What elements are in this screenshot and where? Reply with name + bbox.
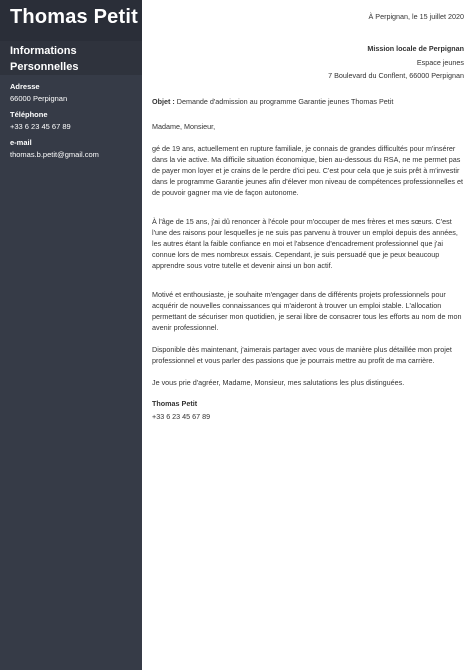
email-label: e-mail bbox=[10, 138, 32, 147]
recipient-org: Mission locale de Perpignan bbox=[367, 44, 464, 53]
email-value: thomas.b.petit@gmail.com bbox=[10, 150, 99, 159]
signature-name: Thomas Petit bbox=[152, 399, 198, 408]
subject-label: Objet : bbox=[152, 97, 175, 106]
salutation: Madame, Monsieur, bbox=[152, 122, 216, 131]
address-value: 66000 Perpignan bbox=[10, 94, 68, 103]
recipient-dept: Espace jeunes bbox=[416, 57, 464, 67]
phone-value: +33 6 23 45 67 89 bbox=[10, 122, 71, 131]
recipient-block bbox=[328, 42, 464, 83]
signature-phone: +33 6 23 45 67 89 bbox=[152, 412, 211, 421]
subject-line bbox=[152, 97, 393, 106]
closing-paragraph: Je vous prie d'agréer, Madame, Monsieur, mes salutations les plus distinguées. bbox=[152, 378, 405, 387]
recipient-address: 7 Boulevard du Conflent, 66000 Perpignan bbox=[328, 71, 464, 80]
phone-label: Téléphone bbox=[10, 110, 48, 119]
address-label: Adresse bbox=[10, 82, 40, 91]
paragraph-3: Motivé et enthousiaste, je souhaite m'engager dans de différents projets professionnels pour acquérir de nouvelles connaissances qui m'aideront à trouver un emploi stable. L'allocation permettant de sécuriser mon quotidien, je serai libre de consacrer tous les efforts au nom de mon avenir professionnel. bbox=[152, 290, 462, 333]
paragraph-1: gé de 19 ans, actuellement en rupture familiale, je connais de grandes difficultés pour m'insérer dans la vie active. Ma difficile situation économique, bien au-dessous du RSA, ne me permet pas de payer mon loyer et je crains de le perdre d'ici peu. C'est pour cela que je suis prêt à m'investir dans le programme Garantie jeunes afin d'élever mon niveau de compétences professionnelles et de pouvoir gagner ma vie de façon autonome. bbox=[152, 144, 464, 198]
paragraph-4: Disponible dès maintenant, j'aimerais partager avec vous de manière plus détaillée mon projet professionnel et vous parler des passions que je pourrais mettre au profit de ma carrière. bbox=[152, 345, 452, 366]
section-title: Informations Personnelles bbox=[10, 45, 79, 73]
paragraph-2: À l'âge de 15 ans, j'ai dû renoncer à l'école pour m'occuper de mes frères et mes sœurs. C'est l'une des raisons pour lesquelles je ne suis pas parvenu à trouver un emploi depuis des années, les autres étant la faible confiance en moi et l'absence d'encadrement professionnel que j'ai connue lors de mes nombreux essais. Cependant, je suis persuadé que je peux beaucoup apprendre sous votre tutelle et devenir ainsi un bon actif. bbox=[152, 217, 458, 271]
subject-text: Demande d'admission au programme Garantie jeunes Thomas Petit bbox=[176, 97, 394, 106]
candidate-name: Thomas Petit bbox=[10, 6, 138, 28]
letter-date: À Perpignan, le 15 juillet 2020 bbox=[368, 12, 464, 21]
sidebar bbox=[0, 0, 142, 670]
